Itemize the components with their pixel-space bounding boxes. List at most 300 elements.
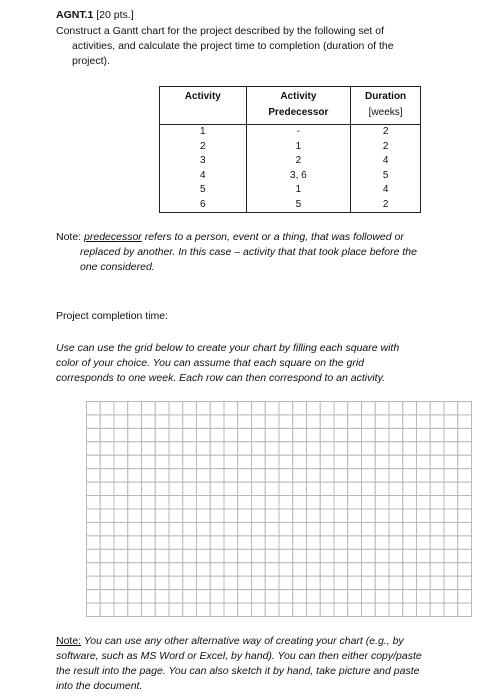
grid-cell[interactable] <box>210 402 224 415</box>
grid-cell[interactable] <box>444 442 458 455</box>
grid-cell[interactable] <box>252 482 266 495</box>
grid-cell[interactable] <box>197 455 211 468</box>
grid-cell[interactable] <box>169 469 183 482</box>
grid-cell[interactable] <box>197 402 211 415</box>
grid-cell[interactable] <box>100 482 114 495</box>
grid-cell[interactable] <box>169 536 183 549</box>
grid-cell[interactable] <box>348 536 362 549</box>
grid-cell[interactable] <box>210 496 224 509</box>
grid-cell[interactable] <box>403 428 417 441</box>
grid-cell[interactable] <box>430 576 444 589</box>
grid-cell[interactable] <box>307 576 321 589</box>
grid-cell[interactable] <box>252 536 266 549</box>
grid-cell[interactable] <box>224 536 238 549</box>
grid-cell[interactable] <box>265 402 279 415</box>
grid-cell[interactable] <box>197 482 211 495</box>
grid-cell[interactable] <box>128 576 142 589</box>
grid-cell[interactable] <box>389 402 403 415</box>
grid-cell[interactable] <box>169 428 183 441</box>
grid-cell[interactable] <box>87 415 101 428</box>
grid-cell[interactable] <box>224 563 238 576</box>
grid-cell[interactable] <box>417 415 431 428</box>
grid-cell[interactable] <box>403 522 417 535</box>
grid-cell[interactable] <box>362 469 376 482</box>
grid-cell[interactable] <box>389 522 403 535</box>
grid-cell[interactable] <box>375 522 389 535</box>
grid-cell[interactable] <box>458 455 472 468</box>
grid-cell[interactable] <box>100 469 114 482</box>
grid-cell[interactable] <box>362 415 376 428</box>
grid-cell[interactable] <box>114 455 128 468</box>
grid-cell[interactable] <box>348 428 362 441</box>
grid-cell[interactable] <box>375 496 389 509</box>
grid-cell[interactable] <box>210 549 224 562</box>
grid-cell[interactable] <box>238 509 252 522</box>
grid-cell[interactable] <box>348 469 362 482</box>
grid-cell[interactable] <box>417 603 431 616</box>
grid-cell[interactable] <box>197 415 211 428</box>
grid-cell[interactable] <box>155 549 169 562</box>
grid-cell[interactable] <box>142 576 156 589</box>
grid-cell[interactable] <box>307 563 321 576</box>
grid-cell[interactable] <box>279 590 293 603</box>
grid-cell[interactable] <box>128 590 142 603</box>
grid-cell[interactable] <box>334 603 348 616</box>
grid-cell[interactable] <box>128 415 142 428</box>
grid-cell[interactable] <box>224 469 238 482</box>
grid-cell[interactable] <box>183 442 197 455</box>
grid-cell[interactable] <box>417 455 431 468</box>
grid-cell[interactable] <box>348 482 362 495</box>
grid-cell[interactable] <box>389 536 403 549</box>
grid-cell[interactable] <box>320 576 334 589</box>
grid-cell[interactable] <box>293 428 307 441</box>
grid-cell[interactable] <box>210 428 224 441</box>
grid-cell[interactable] <box>279 455 293 468</box>
grid-cell[interactable] <box>320 590 334 603</box>
grid-cell[interactable] <box>444 482 458 495</box>
grid-cell[interactable] <box>252 415 266 428</box>
grid-cell[interactable] <box>224 603 238 616</box>
grid-cell[interactable] <box>320 482 334 495</box>
grid-cell[interactable] <box>444 563 458 576</box>
grid-cell[interactable] <box>348 496 362 509</box>
grid-cell[interactable] <box>114 563 128 576</box>
grid-cell[interactable] <box>458 482 472 495</box>
grid-cell[interactable] <box>155 482 169 495</box>
grid-cell[interactable] <box>307 469 321 482</box>
grid-cell[interactable] <box>444 469 458 482</box>
grid-cell[interactable] <box>430 563 444 576</box>
grid-cell[interactable] <box>238 576 252 589</box>
grid-cell[interactable] <box>348 455 362 468</box>
grid-cell[interactable] <box>100 603 114 616</box>
grid-cell[interactable] <box>375 455 389 468</box>
grid-cell[interactable] <box>238 536 252 549</box>
grid-cell[interactable] <box>348 522 362 535</box>
grid-cell[interactable] <box>128 482 142 495</box>
gantt-grid-svg[interactable] <box>86 401 472 617</box>
grid-cell[interactable] <box>252 522 266 535</box>
grid-cell[interactable] <box>100 428 114 441</box>
grid-cell[interactable] <box>334 482 348 495</box>
grid-cell[interactable] <box>238 522 252 535</box>
grid-cell[interactable] <box>210 442 224 455</box>
grid-cell[interactable] <box>320 442 334 455</box>
grid-cell[interactable] <box>334 469 348 482</box>
grid-cell[interactable] <box>238 442 252 455</box>
grid-cell[interactable] <box>128 509 142 522</box>
grid-cell[interactable] <box>238 563 252 576</box>
grid-cell[interactable] <box>252 603 266 616</box>
grid-cell[interactable] <box>375 536 389 549</box>
grid-cell[interactable] <box>197 522 211 535</box>
grid-cell[interactable] <box>444 509 458 522</box>
grid-cell[interactable] <box>444 522 458 535</box>
grid-cell[interactable] <box>238 496 252 509</box>
grid-cell[interactable] <box>210 482 224 495</box>
grid-cell[interactable] <box>142 469 156 482</box>
grid-cell[interactable] <box>155 428 169 441</box>
grid-cell[interactable] <box>155 563 169 576</box>
grid-cell[interactable] <box>265 590 279 603</box>
grid-cell[interactable] <box>307 428 321 441</box>
grid-cell[interactable] <box>87 576 101 589</box>
grid-cell[interactable] <box>142 496 156 509</box>
grid-cell[interactable] <box>183 522 197 535</box>
grid-cell[interactable] <box>389 428 403 441</box>
grid-cell[interactable] <box>128 442 142 455</box>
grid-cell[interactable] <box>458 563 472 576</box>
grid-cell[interactable] <box>334 576 348 589</box>
grid-cell[interactable] <box>307 482 321 495</box>
grid-cell[interactable] <box>169 455 183 468</box>
grid-cell[interactable] <box>142 549 156 562</box>
grid-cell[interactable] <box>265 482 279 495</box>
grid-cell[interactable] <box>87 522 101 535</box>
grid-cell[interactable] <box>142 402 156 415</box>
grid-cell[interactable] <box>100 402 114 415</box>
grid-cell[interactable] <box>458 522 472 535</box>
grid-cell[interactable] <box>307 442 321 455</box>
grid-cell[interactable] <box>169 522 183 535</box>
grid-cell[interactable] <box>87 455 101 468</box>
grid-cell[interactable] <box>265 509 279 522</box>
grid-cell[interactable] <box>430 603 444 616</box>
grid-cell[interactable] <box>430 522 444 535</box>
grid-cell[interactable] <box>348 590 362 603</box>
grid-cell[interactable] <box>238 455 252 468</box>
grid-cell[interactable] <box>238 415 252 428</box>
grid-cell[interactable] <box>265 563 279 576</box>
grid-cell[interactable] <box>430 402 444 415</box>
grid-cell[interactable] <box>100 536 114 549</box>
grid-cell[interactable] <box>375 509 389 522</box>
grid-cell[interactable] <box>444 402 458 415</box>
grid-cell[interactable] <box>389 482 403 495</box>
grid-cell[interactable] <box>169 603 183 616</box>
grid-cell[interactable] <box>389 603 403 616</box>
grid-cell[interactable] <box>417 576 431 589</box>
grid-cell[interactable] <box>320 603 334 616</box>
grid-cell[interactable] <box>183 402 197 415</box>
grid-cell[interactable] <box>197 590 211 603</box>
grid-cell[interactable] <box>444 549 458 562</box>
grid-cell[interactable] <box>100 455 114 468</box>
grid-cell[interactable] <box>100 496 114 509</box>
grid-cell[interactable] <box>293 442 307 455</box>
grid-cell[interactable] <box>444 576 458 589</box>
grid-cell[interactable] <box>348 402 362 415</box>
grid-cell[interactable] <box>252 496 266 509</box>
grid-cell[interactable] <box>403 576 417 589</box>
grid-cell[interactable] <box>265 522 279 535</box>
grid-cell[interactable] <box>403 402 417 415</box>
grid-cell[interactable] <box>320 536 334 549</box>
grid-cell[interactable] <box>362 482 376 495</box>
grid-cell[interactable] <box>293 415 307 428</box>
grid-cell[interactable] <box>210 522 224 535</box>
grid-cell[interactable] <box>155 603 169 616</box>
grid-cell[interactable] <box>279 522 293 535</box>
grid-cell[interactable] <box>362 536 376 549</box>
grid-cell[interactable] <box>293 522 307 535</box>
grid-cell[interactable] <box>307 509 321 522</box>
grid-cell[interactable] <box>265 469 279 482</box>
grid-cell[interactable] <box>169 415 183 428</box>
grid-cell[interactable] <box>334 522 348 535</box>
grid-cell[interactable] <box>210 590 224 603</box>
grid-cell[interactable] <box>265 415 279 428</box>
grid-cell[interactable] <box>224 509 238 522</box>
grid-cell[interactable] <box>334 402 348 415</box>
grid-cell[interactable] <box>458 536 472 549</box>
grid-cell[interactable] <box>389 415 403 428</box>
grid-cell[interactable] <box>320 428 334 441</box>
grid-cell[interactable] <box>128 563 142 576</box>
grid-cell[interactable] <box>197 563 211 576</box>
grid-cell[interactable] <box>114 509 128 522</box>
grid-cell[interactable] <box>430 455 444 468</box>
grid-cell[interactable] <box>320 522 334 535</box>
grid-cell[interactable] <box>307 455 321 468</box>
grid-cell[interactable] <box>183 603 197 616</box>
grid-cell[interactable] <box>293 603 307 616</box>
grid-cell[interactable] <box>279 469 293 482</box>
grid-cell[interactable] <box>210 415 224 428</box>
grid-cell[interactable] <box>375 549 389 562</box>
grid-cell[interactable] <box>417 442 431 455</box>
grid-cell[interactable] <box>114 496 128 509</box>
grid-cell[interactable] <box>142 509 156 522</box>
grid-cell[interactable] <box>362 549 376 562</box>
grid-cell[interactable] <box>293 455 307 468</box>
grid-cell[interactable] <box>142 603 156 616</box>
grid-cell[interactable] <box>279 576 293 589</box>
grid-cell[interactable] <box>252 469 266 482</box>
grid-cell[interactable] <box>128 469 142 482</box>
grid-cell[interactable] <box>128 428 142 441</box>
grid-cell[interactable] <box>293 509 307 522</box>
grid-cell[interactable] <box>334 536 348 549</box>
grid-cell[interactable] <box>375 603 389 616</box>
grid-cell[interactable] <box>224 496 238 509</box>
grid-cell[interactable] <box>183 563 197 576</box>
grid-cell[interactable] <box>197 509 211 522</box>
grid-cell[interactable] <box>320 469 334 482</box>
grid-cell[interactable] <box>458 469 472 482</box>
grid-cell[interactable] <box>430 509 444 522</box>
grid-cell[interactable] <box>430 469 444 482</box>
grid-cell[interactable] <box>155 402 169 415</box>
grid-cell[interactable] <box>362 496 376 509</box>
grid-cell[interactable] <box>403 536 417 549</box>
grid-cell[interactable] <box>142 590 156 603</box>
grid-cell[interactable] <box>265 496 279 509</box>
grid-cell[interactable] <box>128 603 142 616</box>
grid-cell[interactable] <box>224 455 238 468</box>
grid-cell[interactable] <box>238 590 252 603</box>
grid-cell[interactable] <box>348 603 362 616</box>
grid-cell[interactable] <box>417 563 431 576</box>
grid-cell[interactable] <box>169 442 183 455</box>
grid-cell[interactable] <box>238 469 252 482</box>
grid-cell[interactable] <box>265 442 279 455</box>
grid-cell[interactable] <box>100 549 114 562</box>
grid-cell[interactable] <box>210 469 224 482</box>
grid-cell[interactable] <box>362 576 376 589</box>
grid-cell[interactable] <box>389 442 403 455</box>
grid-cell[interactable] <box>142 428 156 441</box>
grid-cell[interactable] <box>114 536 128 549</box>
grid-cell[interactable] <box>87 442 101 455</box>
grid-cell[interactable] <box>114 469 128 482</box>
grid-cell[interactable] <box>155 442 169 455</box>
grid-cell[interactable] <box>100 509 114 522</box>
grid-cell[interactable] <box>444 496 458 509</box>
grid-cell[interactable] <box>183 469 197 482</box>
grid-cell[interactable] <box>155 522 169 535</box>
grid-cell[interactable] <box>142 563 156 576</box>
grid-cell[interactable] <box>375 469 389 482</box>
grid-cell[interactable] <box>155 590 169 603</box>
grid-cell[interactable] <box>458 415 472 428</box>
grid-cell[interactable] <box>348 549 362 562</box>
grid-cell[interactable] <box>224 522 238 535</box>
grid-cell[interactable] <box>403 442 417 455</box>
grid-cell[interactable] <box>183 509 197 522</box>
grid-cell[interactable] <box>293 590 307 603</box>
grid-cell[interactable] <box>307 603 321 616</box>
grid-cell[interactable] <box>293 402 307 415</box>
grid-cell[interactable] <box>238 603 252 616</box>
grid-cell[interactable] <box>265 536 279 549</box>
grid-cell[interactable] <box>375 482 389 495</box>
grid-cell[interactable] <box>87 469 101 482</box>
grid-cell[interactable] <box>389 549 403 562</box>
grid-cell[interactable] <box>430 428 444 441</box>
grid-cell[interactable] <box>224 549 238 562</box>
grid-cell[interactable] <box>114 428 128 441</box>
grid-cell[interactable] <box>197 496 211 509</box>
grid-cell[interactable] <box>197 536 211 549</box>
grid-cell[interactable] <box>307 415 321 428</box>
grid-cell[interactable] <box>320 549 334 562</box>
grid-cell[interactable] <box>458 549 472 562</box>
grid-cell[interactable] <box>155 455 169 468</box>
grid-cell[interactable] <box>183 536 197 549</box>
grid-cell[interactable] <box>155 536 169 549</box>
grid-cell[interactable] <box>142 442 156 455</box>
grid-cell[interactable] <box>320 509 334 522</box>
grid-cell[interactable] <box>155 415 169 428</box>
grid-cell[interactable] <box>307 549 321 562</box>
grid-cell[interactable] <box>210 536 224 549</box>
grid-cell[interactable] <box>279 402 293 415</box>
grid-cell[interactable] <box>155 496 169 509</box>
grid-cell[interactable] <box>100 415 114 428</box>
grid-cell[interactable] <box>430 442 444 455</box>
grid-cell[interactable] <box>169 402 183 415</box>
grid-cell[interactable] <box>197 428 211 441</box>
grid-cell[interactable] <box>293 563 307 576</box>
grid-cell[interactable] <box>183 482 197 495</box>
grid-cell[interactable] <box>210 563 224 576</box>
grid-cell[interactable] <box>87 402 101 415</box>
grid-cell[interactable] <box>265 603 279 616</box>
grid-cell[interactable] <box>197 442 211 455</box>
grid-cell[interactable] <box>307 496 321 509</box>
grid-cell[interactable] <box>362 522 376 535</box>
grid-cell[interactable] <box>417 469 431 482</box>
grid-cell[interactable] <box>224 415 238 428</box>
grid-cell[interactable] <box>430 549 444 562</box>
grid-cell[interactable] <box>293 469 307 482</box>
grid-cell[interactable] <box>458 509 472 522</box>
grid-cell[interactable] <box>100 522 114 535</box>
grid-cell[interactable] <box>403 549 417 562</box>
grid-cell[interactable] <box>265 455 279 468</box>
grid-cell[interactable] <box>197 576 211 589</box>
grid-cell[interactable] <box>142 455 156 468</box>
grid-cell[interactable] <box>183 576 197 589</box>
grid-cell[interactable] <box>279 496 293 509</box>
grid-cell[interactable] <box>403 455 417 468</box>
grid-cell[interactable] <box>417 549 431 562</box>
grid-cell[interactable] <box>155 576 169 589</box>
grid-cell[interactable] <box>169 590 183 603</box>
grid-cell[interactable] <box>87 496 101 509</box>
grid-cell[interactable] <box>389 509 403 522</box>
grid-cell[interactable] <box>375 442 389 455</box>
grid-cell[interactable] <box>403 590 417 603</box>
grid-cell[interactable] <box>444 590 458 603</box>
grid-cell[interactable] <box>362 509 376 522</box>
grid-cell[interactable] <box>252 402 266 415</box>
grid-cell[interactable] <box>265 576 279 589</box>
grid-cell[interactable] <box>389 590 403 603</box>
grid-cell[interactable] <box>334 415 348 428</box>
grid-cell[interactable] <box>114 522 128 535</box>
grid-cell[interactable] <box>279 563 293 576</box>
grid-cell[interactable] <box>279 415 293 428</box>
grid-cell[interactable] <box>458 402 472 415</box>
grid-cell[interactable] <box>348 415 362 428</box>
grid-cell[interactable] <box>155 469 169 482</box>
grid-cell[interactable] <box>417 402 431 415</box>
grid-cell[interactable] <box>224 590 238 603</box>
grid-cell[interactable] <box>307 522 321 535</box>
